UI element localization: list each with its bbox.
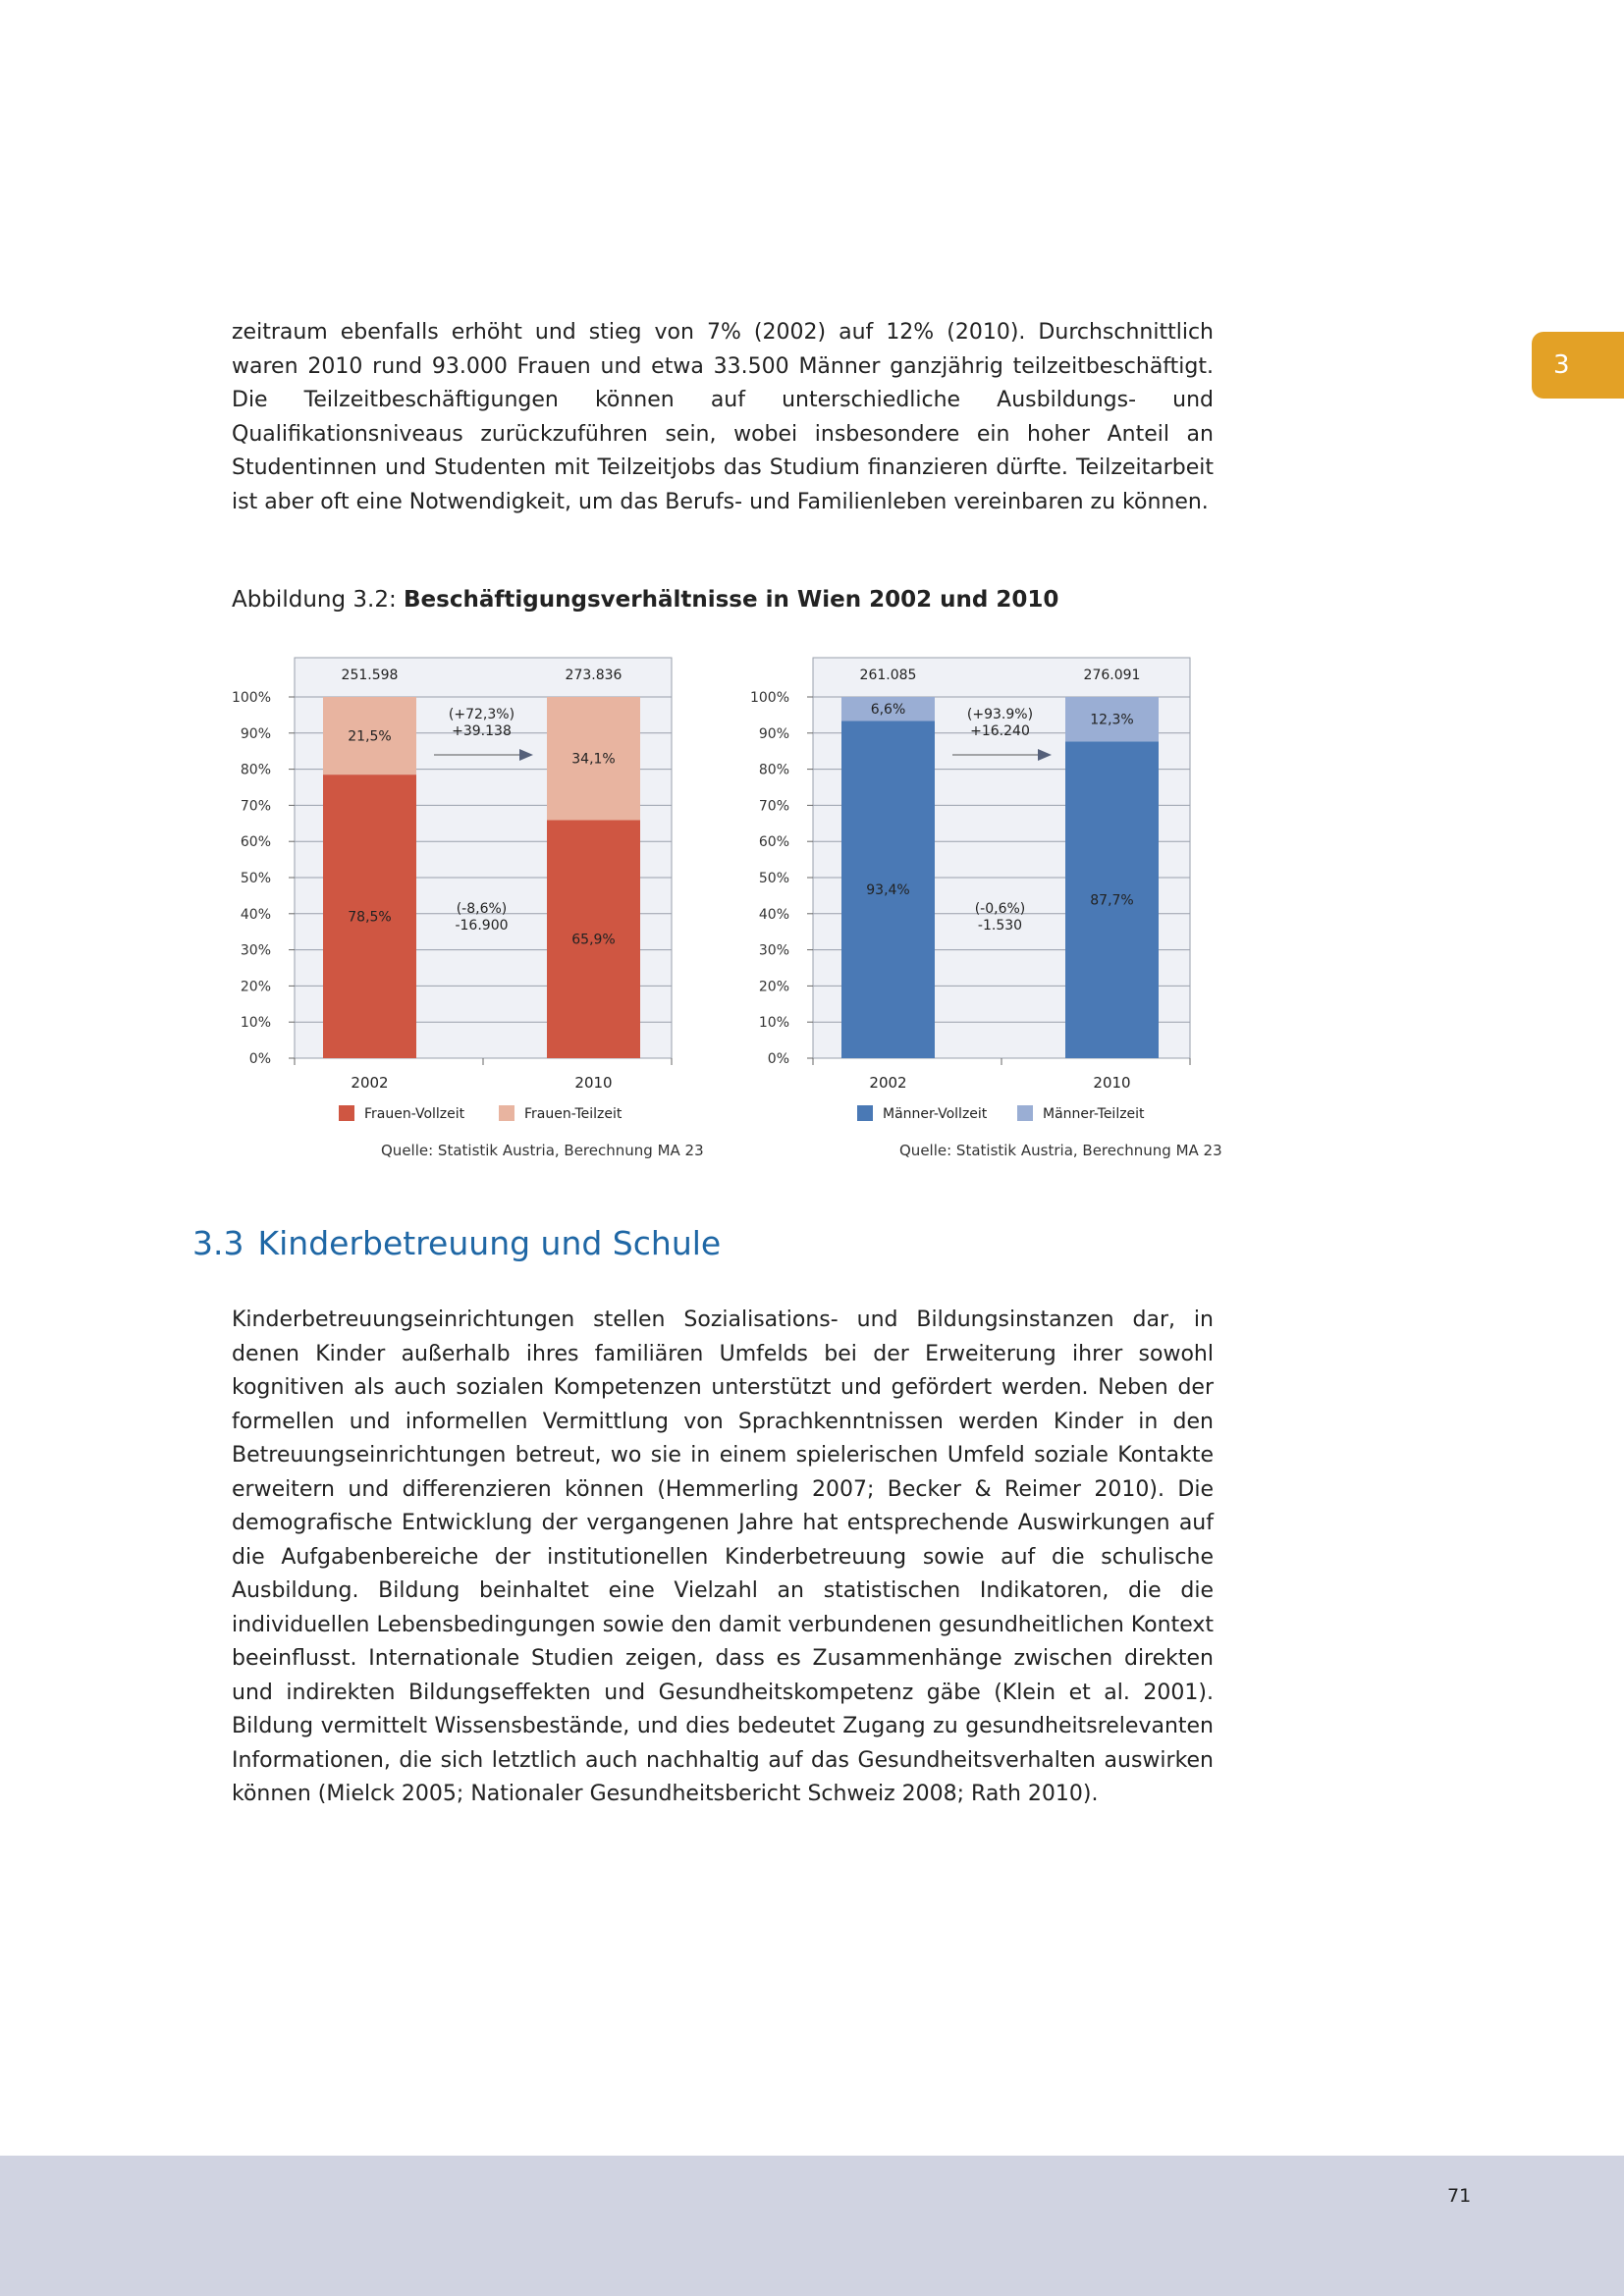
figure-label: Abbildung 3.2: <box>232 587 397 613</box>
change-annotation-bottom: (-8,6%) <box>456 901 508 917</box>
y-tick-label: 70% <box>758 798 789 815</box>
bar-data-label: 93,4% <box>866 882 910 899</box>
section-title: Kinderbetreuung und Schule <box>257 1224 722 1262</box>
bar-data-label: 65,9% <box>571 932 616 948</box>
y-tick-label: 60% <box>240 834 271 851</box>
y-tick-label: 50% <box>240 871 271 886</box>
y-tick-label: 90% <box>240 725 271 742</box>
section-paragraph: Kinderbetreuungseinrichtungen stellen Sozialisations- und Bildungsinstanzen dar, in denen Kinder außerhalb ihres familiären Umfelds bei der Erweiterung ihrer sowohl kognitiven als auch sozialen Kompetenzen unterstützt und gefördert werden. Neben der formellen und informellen Vermittlung von Sprachkenntnissen werden Kinder in den Betreuungseinrichtungen betreut, wo sie in einem spielerischen Umfeld soziale Kontakte erweitern und differenzieren können (Hemmerling 2007; Becker & Reimer 2010). Die demografische Entwicklung der vergangenen Jahre hat entsprechende Auswirkungen auf die Aufgabenbereiche der institutionellen Kinderbetreuung sowie auf die schulische Ausbildung. Bildung beinhaltet eine Vielzahl an statistischen Indikatoren, die die individuellen Lebensbedingungen sowie den damit verbundenen gesundheitlichen Kontext beeinflusst. Internationale Studien zeigen, dass es Zusammenhänge zwischen direkten und indirekten Bildungseffekten und Gesundheitskompetenz gäbe (Klein et al. 2001). Bildung vermittelt Wissensbestände, und dies bedeutet Zugang zu gesundheitsrelevanten Informationen, die sich letztlich auch nachhaltig auf das Gesundheitsverhalten auswirken können (Mielck 2005; Nationaler Gesundheitsbericht Schweiz 2008; Rath 2010). <box>232 1308 1214 1806</box>
x-tick-label: 2010 <box>574 1074 613 1092</box>
page-footer <box>0 2156 1624 2296</box>
bar-total-label: 276.091 <box>1083 667 1141 683</box>
y-tick-label: 40% <box>758 906 789 923</box>
y-tick-label: 100% <box>231 690 271 706</box>
bar-data-label: 12,3% <box>1090 712 1134 728</box>
bar-data-label: 87,7% <box>1090 892 1134 909</box>
legend-label: Männer-Teilzeit <box>1043 1106 1145 1122</box>
y-tick-label: 10% <box>240 1015 271 1032</box>
chapter-tab: 3 <box>1532 332 1624 399</box>
bar-total-label: 261.085 <box>859 667 917 683</box>
bar-total-label: 273.836 <box>565 667 623 683</box>
bar-data-label: 78,5% <box>348 909 392 926</box>
intro-paragraph: zeitraum ebenfalls erhöht und stieg von 7% (2002) auf 12% (2010). Durchschnittlich waren 2010 rund 93.000 Frauen und etwa 33.500 Männer ganzjährig teilzeitbeschäftigt. Die Teilzeitbeschäftigungen können auf unterschiedliche Ausbildungs- und Qualifikationsniveaus zurückzuführen sein, wobei insbesondere ein hoher Anteil an Studentinnen und Studenten mit Teilzeitjobs das Studium finanzieren dürfte. Teilzeitarbeit ist aber oft eine Notwendigkeit, um das Berufs- und Familienleben vereinbaren zu können. <box>232 320 1214 514</box>
y-tick-label: 0% <box>248 1051 271 1067</box>
bar-data-label: 6,6% <box>870 702 906 718</box>
change-annotation-top: (+72,3%) <box>448 707 515 722</box>
chart-men <box>744 648 1216 1139</box>
legend-label: Frauen-Teilzeit <box>524 1106 623 1122</box>
y-tick-label: 30% <box>758 942 789 959</box>
change-annotation-bottom: (-0,6%) <box>974 901 1026 917</box>
y-tick-label: 10% <box>758 1015 789 1032</box>
y-tick-label: 90% <box>758 725 789 742</box>
section-number: 3.3 <box>192 1224 244 1262</box>
figure-caption <box>232 587 1058 613</box>
change-annotation-top: (+93.9%) <box>966 707 1034 722</box>
y-tick-label: 50% <box>758 871 789 886</box>
figure-title: Beschäftigungsverhältnisse in Wien 2002 und 2010 <box>404 587 1059 613</box>
change-annotation-top: +39.138 <box>452 723 512 739</box>
legend-swatch <box>857 1105 873 1121</box>
x-tick-label: 2010 <box>1093 1074 1131 1092</box>
section-heading <box>192 1224 721 1262</box>
y-tick-label: 80% <box>240 762 271 778</box>
x-tick-label: 2002 <box>351 1074 389 1092</box>
source-note-women: Quelle: Statistik Austria, Berechnung MA 23 <box>381 1142 704 1159</box>
legend-label: Frauen-Vollzeit <box>364 1106 465 1122</box>
x-tick-label: 2002 <box>869 1074 907 1092</box>
y-tick-label: 80% <box>758 762 789 778</box>
bar-data-label: 21,5% <box>348 728 392 745</box>
y-tick-label: 20% <box>758 979 789 995</box>
legend-swatch <box>339 1105 354 1121</box>
legend-swatch <box>1017 1105 1033 1121</box>
change-annotation-bottom: -16.900 <box>455 918 509 934</box>
bar-total-label: 251.598 <box>341 667 399 683</box>
chart-women <box>226 648 697 1139</box>
legend-swatch <box>499 1105 514 1121</box>
y-tick-label: 100% <box>749 690 789 706</box>
y-tick-label: 30% <box>240 942 271 959</box>
y-tick-label: 40% <box>240 906 271 923</box>
change-annotation-bottom: -1.530 <box>977 918 1023 934</box>
y-tick-label: 70% <box>240 798 271 815</box>
bar-data-label: 34,1% <box>571 751 616 768</box>
change-annotation-top: +16.240 <box>970 723 1030 739</box>
y-tick-label: 60% <box>758 834 789 851</box>
source-note-men: Quelle: Statistik Austria, Berechnung MA 23 <box>899 1142 1222 1159</box>
legend-label: Männer-Vollzeit <box>883 1106 988 1122</box>
y-tick-label: 0% <box>767 1051 789 1067</box>
y-tick-label: 20% <box>240 979 271 995</box>
page-number: 71 <box>1447 2185 1472 2207</box>
